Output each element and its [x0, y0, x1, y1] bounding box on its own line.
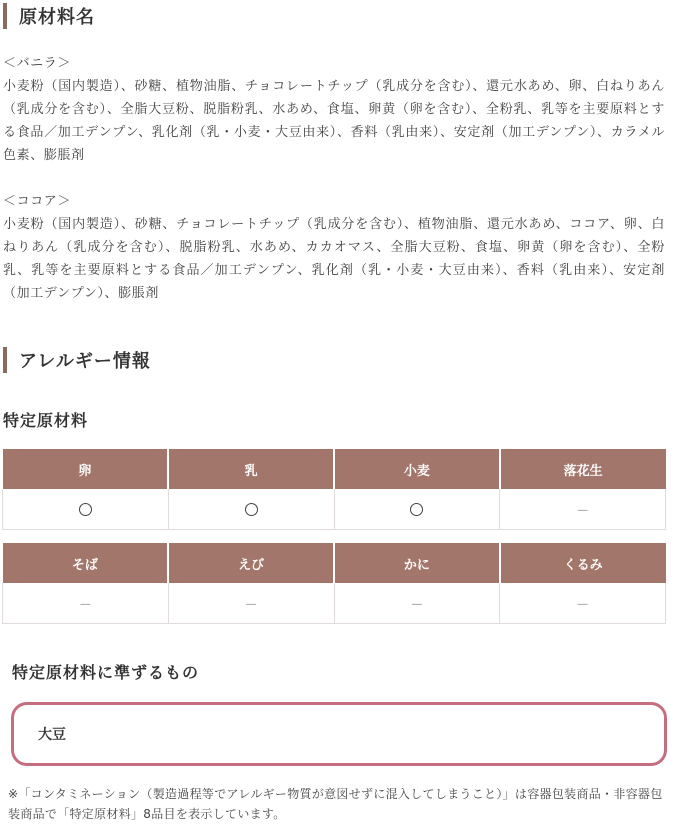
allergen-table-1 — [2, 449, 666, 530]
cocoa-label: ＜ココア＞ — [3, 194, 72, 209]
contains-circle-icon — [245, 503, 258, 516]
ingredients-section-header — [0, 3, 95, 29]
allergy-section-header — [0, 347, 151, 373]
table-row — [3, 489, 666, 530]
allergen-value-wheat — [334, 489, 500, 530]
contains-circle-icon — [410, 503, 423, 516]
allergen-header-wheat: 小麦 — [334, 449, 500, 489]
allergen-value-peanut — [500, 489, 666, 530]
allergen-value-buckwheat — [3, 583, 169, 624]
not-contained-dash: － — [576, 503, 590, 519]
specific-allergens-heading: 特定原材料 — [3, 411, 89, 430]
allergen-table-2 — [2, 543, 666, 624]
table-header-row — [3, 449, 666, 489]
not-contained-dash: － — [576, 597, 590, 613]
allergen-value-milk — [168, 489, 334, 530]
vanilla-label: ＜バニラ＞ — [3, 56, 72, 71]
contamination-note: ※「コンタミネーション（製造過程等でアレルギー物質が意図せずに混入してしまうこと）」は容器包装商品・非容器包装商品で「特定原材料」8品目を表示しています。 — [8, 787, 663, 821]
allergen-value-walnut — [500, 583, 666, 624]
not-contained-dash: － — [244, 597, 258, 613]
allergen-header-peanut: 落花生 — [500, 449, 666, 489]
allergen-value-shrimp — [168, 583, 334, 624]
allergen-header-buckwheat: そば — [3, 543, 169, 583]
vanilla-ingredients: 小麦粉（国内製造）、砂糖、植物油脂、チョコレートチップ（乳成分を含む）、還元水あめ、卵、白ねりあん（乳成分を含む）、全脂大豆粉、脱脂粉乳、水あめ、食塩、卵黄（卵を含む）、全粉乳、乳等を主要原料とする食品／加工デンプン、乳化剤（乳・小麦・大豆由来）、香料（乳由来）、安定剤（加工デンプン）、カラメル色素、膨脹剤 — [3, 79, 665, 163]
allergy-heading: アレルギー情報 — [19, 351, 151, 372]
allergen-header-egg: 卵 — [3, 449, 169, 489]
cocoa-ingredients: 小麦粉（国内製造）、砂糖、チョコレートチップ（乳成分を含む）、植物油脂、還元水あめ、ココア、卵、白ねりあん（乳成分を含む）、脱脂粉乳、水あめ、カカオマス、全脂大豆粉、食塩、卵黄（卵を含む）、全粉乳、乳等を主要原料とする食品／加工デンプン、乳化剤（乳・小麦・大豆由来）、香料（乳由来）、安定剤（加工デンプン）、膨脹剤 — [3, 217, 665, 301]
allergen-header-milk: 乳 — [168, 449, 334, 489]
ingredients-heading: 原材料名 — [19, 7, 95, 28]
equivalent-allergens-box — [11, 702, 667, 766]
contains-circle-icon — [79, 503, 92, 516]
table-header-row — [3, 543, 666, 583]
equivalent-allergens-heading: 特定原材料に準ずるもの — [12, 663, 200, 682]
allergen-header-shrimp: えび — [168, 543, 334, 583]
equivalent-allergens-list: 大豆 — [38, 727, 66, 743]
allergen-header-walnut: くるみ — [500, 543, 666, 583]
not-contained-dash: － — [78, 597, 92, 613]
section-accent-bar — [3, 3, 7, 29]
table-row — [3, 583, 666, 624]
allergen-header-crab: かに — [334, 543, 500, 583]
section-accent-bar — [3, 347, 7, 373]
not-contained-dash: － — [410, 597, 424, 613]
allergen-value-egg — [3, 489, 169, 530]
allergen-value-crab — [334, 583, 500, 624]
